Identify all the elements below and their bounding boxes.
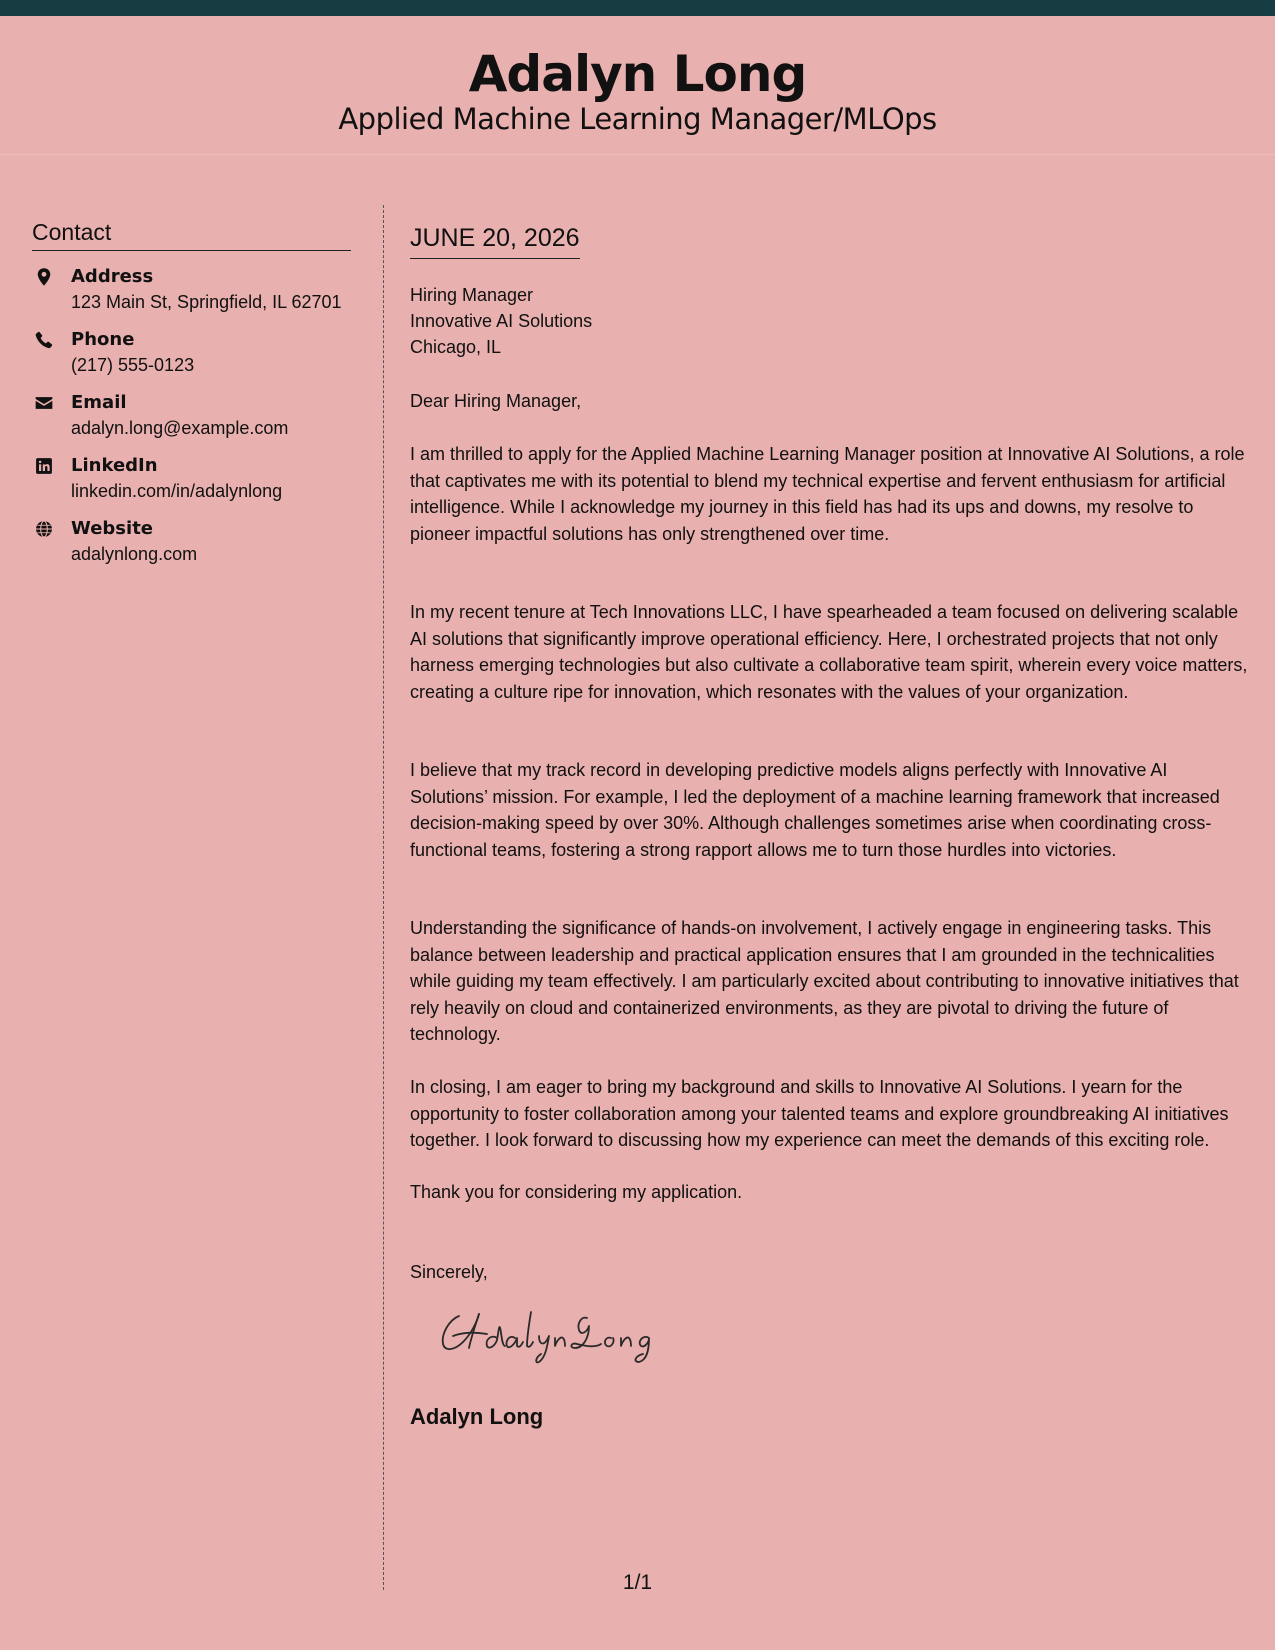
contact-heading: Contact (32, 218, 351, 251)
top-bar (0, 0, 1275, 16)
map-pin-icon (34, 267, 54, 287)
page-number: 1/1 (622, 1571, 653, 1594)
linkedin-icon (34, 456, 54, 476)
salutation: Dear Hiring Manager, (410, 391, 582, 411)
website-value: adalynlong.com (71, 544, 198, 564)
website-label: Website (71, 518, 154, 539)
job-title: Applied Machine Learning Manager/MLOps (338, 102, 937, 136)
paragraph: In my recent tenure at Tech Innovations LLC, I have spearheaded a team focused on delivering scalable AI solutions that significantly improve operational efficiency. Here, I orchestrated projects that not only harness emerging technologies but also cultivate a collaborative team spirit, wherein every voice matters, creating a culture ripe for innovation, which resonates with the values of your organization. (410, 602, 1248, 702)
linkedin-value: linkedin.com/in/adalynlong (71, 481, 283, 501)
signer-name: Adalyn Long (410, 1404, 544, 1429)
closing: Sincerely, (410, 1262, 488, 1282)
email-value: adalyn.long@example.com (71, 418, 289, 438)
paragraph: Thank you for considering my application. (410, 1182, 743, 1202)
address-label: Address (71, 266, 154, 287)
phone-value: (217) 555-0123 (71, 355, 195, 375)
phone-icon (34, 330, 54, 350)
paragraph: I am thrilled to apply for the Applied Machine Learning Manager position at Innovative AI Solutions, a role that captivates me with its potential to blend my technical expertise and fervent enthusiasm for artificial intelligence. While I acknowledge my journey in this field has had its ups and downs, my resolve to pioneer impactful solutions has only strengthened over time. (410, 444, 1245, 544)
paragraph: In closing, I am eager to bring my background and skills to Innovative AI Solutions. I yearn for the opportunity to foster collaboration among your talented teams and explore groundbreaking AI initiatives together. I look forward to discussing how my experience can meet the demands of this exciting role. (410, 1077, 1229, 1150)
column-divider (383, 205, 384, 1590)
phone-label: Phone (71, 329, 135, 350)
address-value: 123 Main St, Springfield, IL 62701 (71, 292, 342, 312)
linkedin-label: LinkedIn (71, 455, 158, 476)
recipient-line: Innovative AI Solutions (410, 311, 593, 331)
paragraph: I believe that my track record in developing predictive models aligns perfectly with Innovative AI Solutions’ mission. For example, I led the deployment of a machine learning framework that increased decision-making speed by over 30%. Although challenges sometimes arise when coordinating cross-functional teams, fostering a strong rapport allows me to turn those hurdles into victories. (410, 760, 1220, 860)
signature-text: Adalyn Long (435, 1298, 441, 1299)
header (0, 16, 1275, 155)
paragraph: Understanding the significance of hands-on involvement, I actively engage in engineering tasks. This balance between leadership and practical application ensures that I am grounded in the technicalities while guiding my team effectively. I am particularly excited about contributing to innovative initiatives that rely heavily on cloud and containerized environments, as they are pivotal to driving the future of technology. (410, 918, 1239, 1044)
contact-sidebar (32, 218, 351, 564)
applicant-name: Adalyn Long (468, 45, 807, 103)
envelope-icon (34, 393, 54, 413)
handwritten-signature (435, 1298, 665, 1368)
email-label: Email (71, 392, 127, 413)
recipient-line: Hiring Manager (410, 285, 534, 305)
recipient-block (410, 282, 592, 360)
letter-date: JUNE 20, 2026 (410, 222, 580, 259)
globe-icon (34, 519, 54, 539)
recipient-line: Chicago, IL (410, 337, 502, 357)
